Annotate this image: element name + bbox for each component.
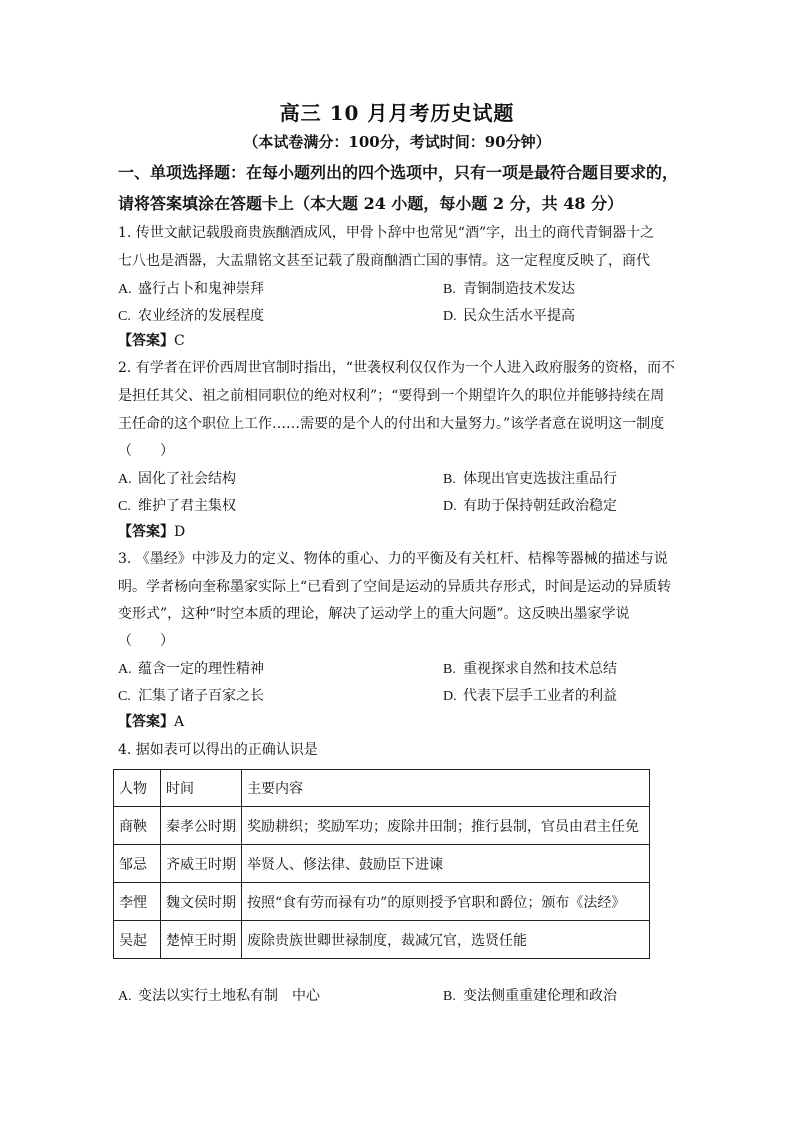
section-heading-line-1: 一、单项选择题：在每小题列出的四个选项中，只有一项是最符合题目要求的， bbox=[118, 163, 679, 182]
table-cell: 奖励耕织；奖励军功；废除井田制；推行县制，官员由君主任免 bbox=[242, 807, 650, 845]
table-cell: 李悝 bbox=[114, 883, 161, 921]
table-row bbox=[114, 883, 650, 921]
table-cell: 按照“食有劳而禄有功”的原则授予官职和爵位；颁布《法经》 bbox=[242, 883, 650, 921]
question-2-line-2: 是担任其父、祖之前相同职位的绝对权利”；“要得到一个期望许久的职位并能够持续在周 bbox=[118, 388, 665, 404]
question-1-answer: 【答案】C bbox=[118, 333, 185, 349]
question-2-line-4: （ ） bbox=[118, 443, 174, 459]
question-2-option-a: A. 固化了社会结构 bbox=[118, 471, 236, 487]
table-cell: 秦孝公时期 bbox=[161, 807, 242, 845]
table-cell: 商鞅 bbox=[114, 807, 161, 845]
question-3-option-d: D. 代表下层手工业者的利益 bbox=[443, 688, 617, 704]
page-subtitle: （本试卷满分：100分，考试时间：90分钟） bbox=[243, 133, 551, 151]
question-3-option-c: C. 汇集了诸子百家之长 bbox=[118, 688, 264, 704]
table-cell: 楚悼王时期 bbox=[161, 921, 242, 959]
question-2-line-1: 2. 有学者在评价西周世官制时指出，“世袭权利仅仅作为一个人进入政府服务的资格，而不 bbox=[118, 360, 675, 376]
table-header-cell: 人物 bbox=[114, 770, 161, 807]
page-title: 高三 10 月月考历史试题 bbox=[279, 101, 515, 125]
table-header-cell: 时间 bbox=[161, 770, 242, 807]
question-2-option-b: B. 体现出官吏选拔注重品行 bbox=[443, 471, 617, 487]
reform-table bbox=[113, 769, 650, 959]
table-header-cell: 主要内容 bbox=[242, 770, 650, 807]
table-cell: 吴起 bbox=[114, 921, 161, 959]
table-row bbox=[114, 921, 650, 959]
question-1-option-d: D. 民众生活水平提高 bbox=[443, 308, 575, 324]
question-3-line-2: 明。学者杨向奎称墨家实际上“已看到了空间是运动的异质共存形式，时间是运动的异质转 bbox=[118, 579, 672, 595]
question-1-line-1: 1. 传世文献记载殷商贵族酗酒成风，甲骨卜辞中也常见“酒”字，出土的商代青铜器十之 bbox=[118, 225, 655, 241]
question-1-option-b: B. 青铜制造技术发达 bbox=[443, 281, 575, 297]
table-row bbox=[114, 807, 650, 845]
question-3-option-a: A. 蕴含一定的理性精神 bbox=[118, 661, 264, 677]
question-4-line-1: 4. 据如表可以得出的正确认识是 bbox=[118, 742, 318, 758]
question-2-option-c: C. 维护了君主集权 bbox=[118, 498, 236, 514]
section-heading-line-2: 请将答案填涂在答题卡上（本大题 24 小题，每小题 2 分，共 48 分） bbox=[118, 194, 624, 213]
question-2-answer: 【答案】D bbox=[118, 524, 186, 540]
table-cell: 齐威王时期 bbox=[161, 845, 242, 883]
question-3-option-b: B. 重视探求自然和技术总结 bbox=[443, 661, 617, 677]
question-1-option-c: C. 农业经济的发展程度 bbox=[118, 308, 264, 324]
table-cell: 举贤人、修法律、鼓励臣下进谏 bbox=[242, 845, 650, 883]
question-1-line-2: 七八也是酒器，大盂鼎铭文甚至记载了殷商酗酒亡国的事情。这一定程度反映了，商代 bbox=[118, 253, 650, 269]
question-3-line-3: 变形式”，这种“时空本质的理论，解决了运动学上的重大问题”。这反映出墨家学说 bbox=[118, 606, 630, 622]
question-3-line-4: （ ） bbox=[118, 633, 174, 649]
question-1-option-a: A. 盛行占卜和鬼神崇拜 bbox=[118, 281, 264, 297]
question-2-line-3: 王任命的这个职位上工作……需要的是个人的付出和大量努力。”该学者意在说明这一制度 bbox=[118, 416, 665, 432]
question-4-option-a: A. 变法以实行土地私有制 中心 bbox=[118, 988, 320, 1004]
table-cell: 废除贵族世卿世禄制度，裁减冗官，选贤任能 bbox=[242, 921, 650, 959]
question-3-answer: 【答案】A bbox=[118, 714, 185, 730]
question-4-option-b: B. 变法侧重重建伦理和政治 bbox=[443, 988, 617, 1004]
question-3-line-1: 3. 《墨经》中涉及力的定义、物体的重心、力的平衡及有关杠杆、桔槔等器械的描述与说 bbox=[118, 551, 668, 567]
table-row bbox=[114, 845, 650, 883]
table-cell: 邹忌 bbox=[114, 845, 161, 883]
section-heading bbox=[118, 157, 698, 219]
question-2-option-d: D. 有助于保持朝廷政治稳定 bbox=[443, 498, 617, 514]
table-cell: 魏文侯时期 bbox=[161, 883, 242, 921]
table-header-row bbox=[114, 770, 650, 807]
